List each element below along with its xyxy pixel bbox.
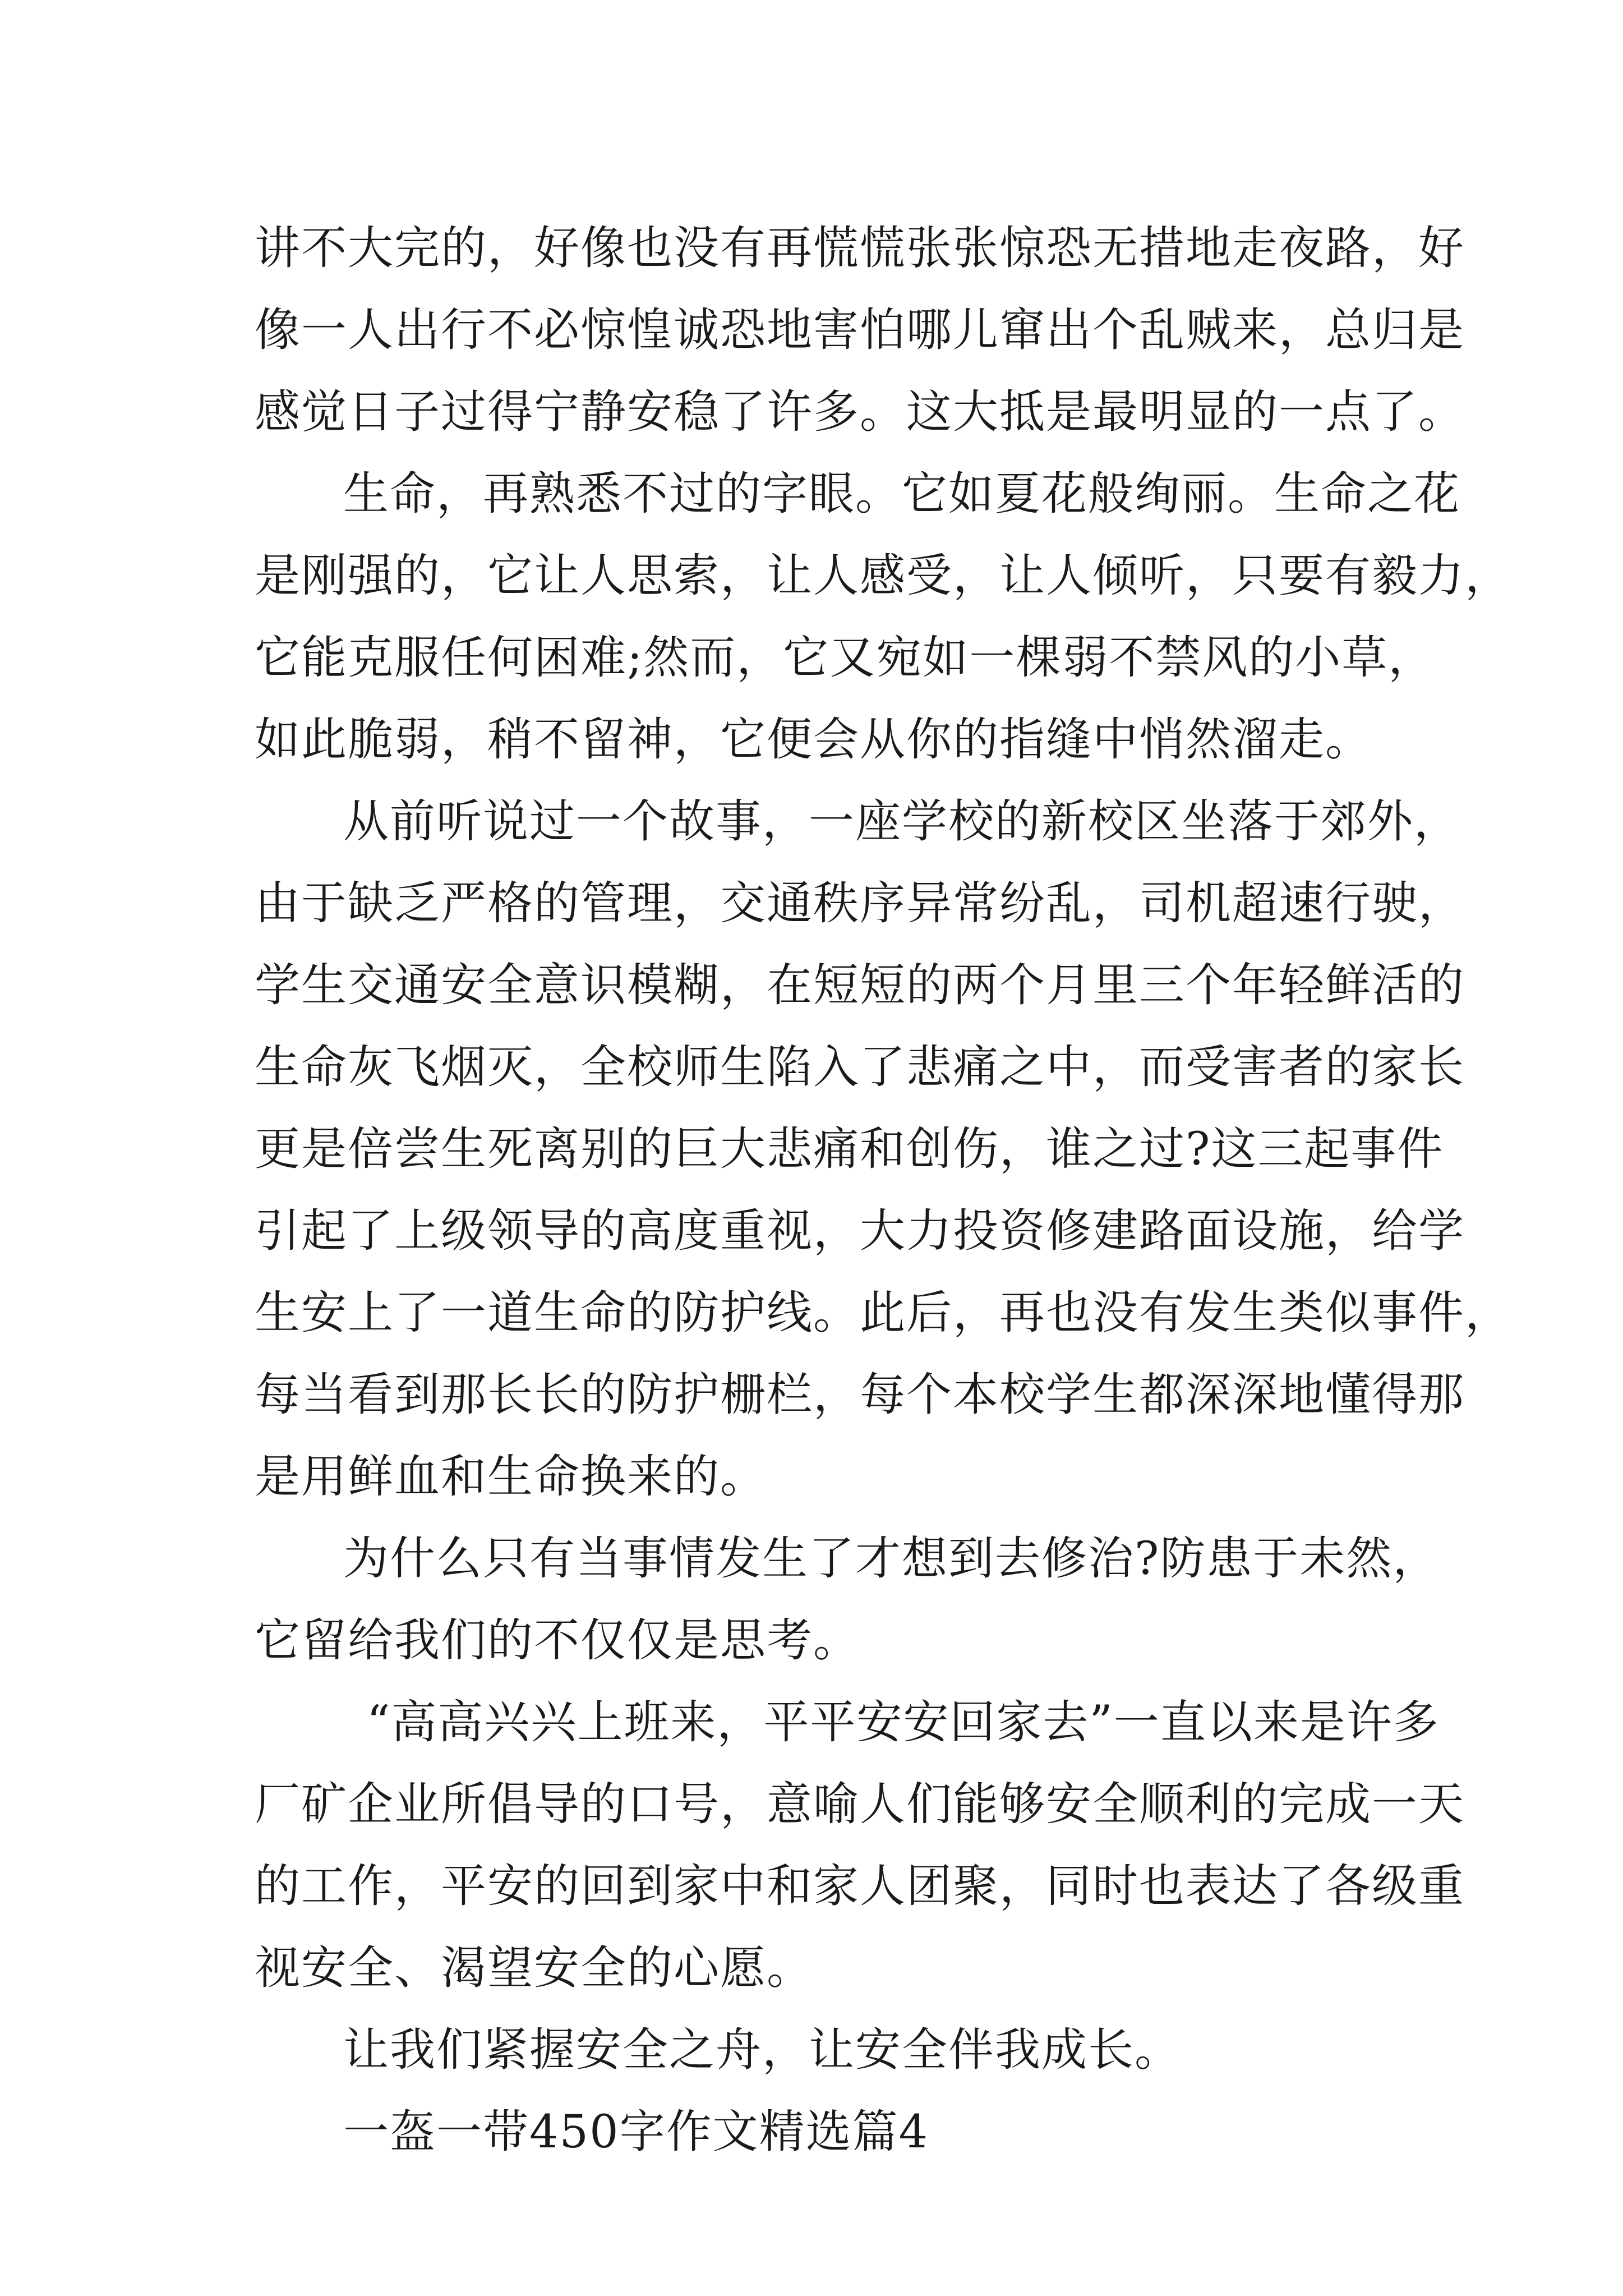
essay-body: [255, 208, 1512, 2173]
text-line-13: 引起了上级领导的高度重视，大力投资修建路面设施，给学: [255, 1205, 1465, 1258]
text-line-15: 每当看到那长长的防护栅栏，每个本校学生都深深地懂得那: [255, 1369, 1465, 1421]
text-line-2: 像一人出行不必惊惶诚恐地害怕哪儿窜出个乱贼来，总归是: [255, 304, 1465, 357]
paragraph-life-start: 生命，再熟悉不过的字眼。它如夏花般绚丽。生命之花: [343, 468, 1461, 521]
text-line-21: 的工作，平安的回到家中和家人团聚，同时也表达了各级重: [255, 1860, 1465, 1913]
text-line-6: 它能克服任何困难;然而，它又宛如一棵弱不禁风的小草，: [255, 632, 1435, 684]
text-line-5: 是刚强的，它让人思索，让人感受，让人倾听，只要有毅力，: [255, 550, 1512, 602]
text-line-7: 如此脆弱，稍不留神，它便会从你的指缝中悄然溜走。: [255, 714, 1372, 766]
section-heading: 一盔一带450字作文精选篇4: [343, 2106, 929, 2159]
text-line-11: 生命灰飞烟灭，全校师生陷入了悲痛之中，而受害者的家长: [255, 1041, 1465, 1094]
text-line-14: 生安上了一道生命的防护线。此后，再也没有发生类似事件，: [255, 1287, 1512, 1340]
text-line-18: 它留给我们的不仅仅是思考。: [255, 1614, 860, 1667]
text-line-9: 由于缺乏严格的管理，交通秩序异常纷乱，司机超速行驶，: [255, 877, 1465, 930]
text-line-16: 是用鲜血和生命换来的。: [255, 1451, 767, 1503]
text-line-1: 讲不大完的，好像也没有再慌慌张张惊恐无措地走夜路，好: [255, 222, 1465, 275]
paragraph-story-start: 从前听说过一个故事，一座学校的新校区坐落于郊外，: [343, 795, 1461, 848]
paragraph-slogan-start: “高高兴兴上班来，平平安安回家去”一直以来是许多: [367, 1696, 1440, 1749]
text-line-10: 学生交通安全意识模糊，在短短的两个月里三个年轻鲜活的: [255, 959, 1465, 1012]
text-line-20: 厂矿企业所倡导的口号，意喻人们能够安全顺利的完成一天: [255, 1778, 1465, 1831]
text-line-3: 感觉日子过得宁静安稳了许多。这大抵是最明显的一点了。: [255, 386, 1465, 439]
text-line-22: 视安全、渴望安全的心愿。: [255, 1942, 814, 1995]
paragraph-question-start: 为什么只有当事情发生了才想到去修治?防患于未然，: [343, 1533, 1440, 1585]
paragraph-closing: 让我们紧握安全之舟，让安全伴我成长。: [343, 2024, 1182, 2077]
text-line-12: 更是倍尝生死离别的巨大悲痛和创伤，谁之过?这三起事件: [255, 1123, 1444, 1176]
